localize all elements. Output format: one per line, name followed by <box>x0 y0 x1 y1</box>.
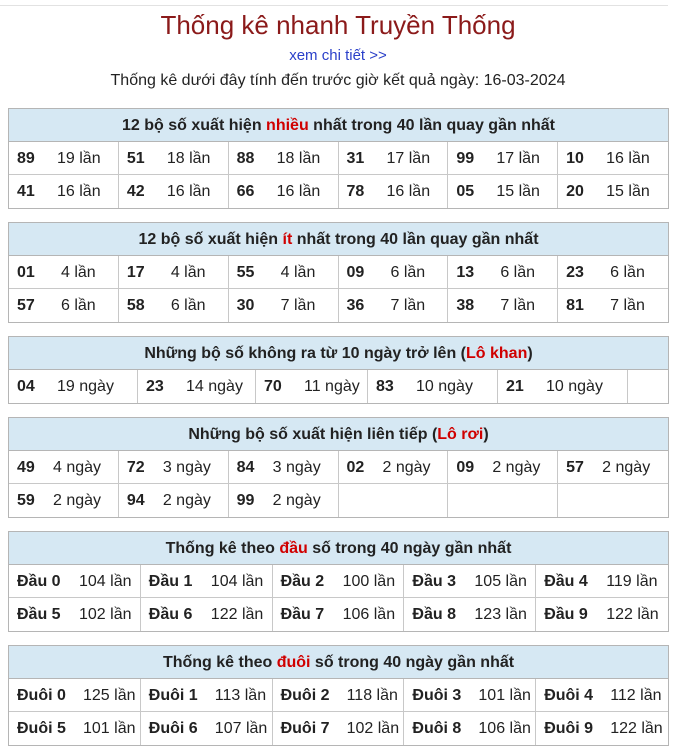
least-frequent-header: 12 bộ số xuất hiện ít nhất trong 40 lần quay gần nhất <box>9 223 668 256</box>
cell-label: 89 <box>17 149 35 167</box>
cell-count: 104 lần <box>210 572 264 590</box>
cell-label: 09 <box>456 458 475 476</box>
number-cell <box>448 142 558 175</box>
number-cell <box>229 175 339 208</box>
cell-label: 99 <box>456 149 475 167</box>
cell-count: 4 lần <box>280 263 316 281</box>
cell-label: Đuôi 8 <box>412 720 462 737</box>
cell-count: 7 lần <box>280 297 316 314</box>
number-cell <box>119 256 229 289</box>
cell-label: 17 <box>126 263 145 281</box>
duoi-cell <box>536 679 668 712</box>
cell-count: 6 lần <box>500 263 536 281</box>
roi-cell <box>229 451 339 484</box>
roi-cell <box>558 451 668 484</box>
cell-label: 99 <box>236 492 255 509</box>
cell-count: 119 lần <box>606 572 658 590</box>
cell-label: 04 <box>17 378 35 395</box>
cell-label: 13 <box>456 263 475 281</box>
cell-label: Đuôi 1 <box>148 686 198 704</box>
number-cell <box>448 175 558 208</box>
cell-count: 18 lần <box>166 149 211 167</box>
cell-count: 6 lần <box>61 297 96 314</box>
cell-count: 122 lần <box>210 606 264 623</box>
number-cell <box>9 142 119 175</box>
number-cell <box>9 175 119 208</box>
date-note: Thống kê dưới đây tính đến trước giờ kết quả ngày: 16-03-2024 <box>110 72 566 89</box>
duoi-panel <box>8 645 669 746</box>
roi-cell <box>9 451 119 484</box>
dau-cell <box>536 565 668 598</box>
duoi-cell <box>141 679 273 712</box>
most-frequent-grid <box>9 142 668 208</box>
number-cell <box>558 142 668 175</box>
cell-count: 112 lần <box>610 686 662 704</box>
roi-cell <box>339 451 449 484</box>
cell-label: Đuôi 2 <box>280 686 330 704</box>
cell-label: 21 <box>506 378 524 395</box>
cell-label: 23 <box>566 263 584 281</box>
number-cell <box>339 256 449 289</box>
duoi-cell <box>9 679 141 712</box>
cell-label: 57 <box>566 458 584 476</box>
cell-count: 2 ngày <box>162 492 211 509</box>
cell-count: 16 lần <box>276 183 321 200</box>
roi-cell <box>9 484 119 517</box>
cell-label: 70 <box>264 378 282 395</box>
cell-label: Đầu 1 <box>148 572 193 590</box>
cell-label: 05 <box>456 183 475 200</box>
cell-label: 66 <box>236 183 255 200</box>
cell-label: 02 <box>346 458 365 476</box>
number-cell <box>119 142 229 175</box>
most-frequent-panel <box>8 108 669 209</box>
cell-label: 01 <box>17 263 35 281</box>
cell-count: 105 lần <box>474 572 527 590</box>
cell-label: 23 <box>146 378 164 395</box>
cell-count: 113 lần <box>214 686 267 704</box>
khan-cell <box>256 370 368 403</box>
cell-count: 118 lần <box>346 686 398 704</box>
cell-label: 59 <box>17 492 35 509</box>
cell-count: 122 lần <box>610 720 663 737</box>
cell-count: 4 lần <box>170 263 206 281</box>
page-title: Thống kê nhanh Truyền Thống <box>160 10 516 40</box>
duoi-cell <box>404 679 536 712</box>
cell-count: 16 lần <box>57 183 101 200</box>
cell-label: Đuôi 4 <box>544 686 594 704</box>
cell-label: Đuôi 6 <box>148 720 198 737</box>
roi-cell <box>448 451 558 484</box>
cell-count: 125 lần <box>83 686 136 704</box>
cell-label: 72 <box>126 458 145 476</box>
cell-label: 88 <box>236 149 255 167</box>
cell-label: 83 <box>376 378 394 395</box>
lo-roi-header: Những bộ số xuất hiện liên tiếp (Lô rơi) <box>9 418 668 451</box>
number-cell <box>229 142 339 175</box>
duoi-header: Thống kê theo đuôi số trong 40 ngày gần nhất <box>9 646 668 679</box>
cell-label: 42 <box>126 183 145 200</box>
cell-label: 58 <box>126 297 145 314</box>
dau-cell <box>404 598 536 631</box>
cell-count: 15 lần <box>606 183 650 200</box>
roi-cell <box>119 484 229 517</box>
dau-cell <box>536 598 668 631</box>
cell-count: 18 lần <box>276 149 321 167</box>
roi-cell <box>448 484 558 517</box>
cell-label: 55 <box>236 263 255 281</box>
cell-count: 16 lần <box>166 183 211 200</box>
cell-count: 2 ngày <box>272 492 321 509</box>
cell-count: 7 lần <box>500 297 536 314</box>
roi-cell <box>558 484 668 517</box>
number-cell <box>119 289 229 322</box>
cell-label: Đuôi 3 <box>412 686 462 704</box>
number-cell <box>119 175 229 208</box>
dau-header: Thống kê theo đầu số trong 40 ngày gần nhất <box>9 532 668 565</box>
cell-label: 41 <box>17 183 35 200</box>
cell-count: 16 lần <box>386 183 431 200</box>
lo-khan-grid <box>9 370 668 403</box>
view-details-link[interactable]: xem chi tiết >> <box>289 47 387 64</box>
cell-label: Đuôi 7 <box>280 720 330 737</box>
number-cell <box>339 289 449 322</box>
cell-label: Đuôi 5 <box>17 720 66 737</box>
cell-label: Đuôi 0 <box>17 686 66 704</box>
number-cell <box>339 175 449 208</box>
roi-cell <box>339 484 449 517</box>
cell-label: Đầu 3 <box>412 572 456 590</box>
cell-count: 104 lần <box>79 572 132 590</box>
cell-label: Đầu 9 <box>544 606 588 623</box>
lo-khan-panel <box>8 336 669 404</box>
cell-label: Đầu 2 <box>280 572 325 590</box>
cell-count: 122 lần <box>606 606 659 623</box>
cell-label: 10 <box>566 149 584 167</box>
khan-cell <box>138 370 256 403</box>
dau-cell <box>141 565 273 598</box>
cell-label: 49 <box>17 458 35 476</box>
cell-count: 10 ngày <box>416 378 473 395</box>
cell-count: 7 lần <box>610 297 645 314</box>
cell-label: Đầu 7 <box>280 606 325 623</box>
cell-label: 30 <box>236 297 255 314</box>
lo-roi-panel <box>8 417 669 518</box>
cell-count: 102 lần <box>79 606 132 623</box>
dau-grid <box>9 565 668 631</box>
cell-count: 102 lần <box>346 720 400 737</box>
cell-count: 3 ngày <box>272 458 321 476</box>
cell-count: 123 lần <box>474 606 527 623</box>
least-frequent-grid <box>9 256 668 322</box>
number-cell <box>339 142 449 175</box>
khan-cell <box>498 370 628 403</box>
cell-label: Đầu 6 <box>148 606 193 623</box>
cell-label: 84 <box>236 458 255 476</box>
cell-count: 19 lần <box>57 149 101 167</box>
least-frequent-panel <box>8 222 669 323</box>
lo-roi-grid <box>9 451 668 517</box>
cell-count: 6 lần <box>610 263 645 281</box>
cell-count: 107 lần <box>214 720 268 737</box>
cell-count: 11 ngày <box>304 378 360 395</box>
cell-label: Đầu 0 <box>17 572 61 590</box>
cell-label: 78 <box>346 183 365 200</box>
cell-label: 09 <box>346 263 365 281</box>
number-cell <box>448 256 558 289</box>
duoi-cell <box>141 712 273 745</box>
number-cell <box>558 289 668 322</box>
cell-count: 2 ngày <box>602 458 651 476</box>
lo-khan-header: Những bộ số không ra từ 10 ngày trở lên (Lô khan) <box>9 337 668 370</box>
cell-count: 6 lần <box>170 297 206 314</box>
number-cell <box>229 289 339 322</box>
cell-label: 36 <box>346 297 365 314</box>
dau-cell <box>141 598 273 631</box>
cell-label: Đuôi 9 <box>544 720 594 737</box>
cell-label: 81 <box>566 297 584 314</box>
cell-count: 17 lần <box>386 149 431 167</box>
cell-count: 2 ngày <box>53 492 102 509</box>
number-cell <box>558 175 668 208</box>
cell-label: 51 <box>126 149 145 167</box>
number-cell <box>9 289 119 322</box>
number-cell <box>558 256 668 289</box>
cell-count: 6 lần <box>390 263 426 281</box>
cell-count: 106 lần <box>342 606 396 623</box>
dau-cell <box>9 565 141 598</box>
cell-label: 20 <box>566 183 584 200</box>
cell-count: 14 ngày <box>186 378 243 395</box>
cell-label: Đầu 8 <box>412 606 456 623</box>
dau-cell <box>404 565 536 598</box>
cell-count: 15 lần <box>496 183 540 200</box>
duoi-cell <box>273 679 405 712</box>
cell-count: 19 ngày <box>57 378 114 395</box>
khan-cell <box>628 370 668 403</box>
duoi-cell <box>273 712 405 745</box>
cell-count: 10 ngày <box>546 378 603 395</box>
cell-label: Đầu 4 <box>544 572 588 590</box>
cell-count: 17 lần <box>496 149 540 167</box>
cell-count: 101 lần <box>478 686 531 704</box>
most-frequent-header: 12 bộ số xuất hiện nhiều nhất trong 40 lần quay gần nhất <box>9 109 668 142</box>
roi-cell <box>119 451 229 484</box>
cell-count: 4 ngày <box>53 458 102 476</box>
dau-cell <box>9 598 141 631</box>
number-cell <box>448 289 558 322</box>
dau-cell <box>273 598 405 631</box>
number-cell <box>229 256 339 289</box>
khan-cell <box>9 370 138 403</box>
cell-count: 106 lần <box>478 720 531 737</box>
cell-label: Đầu 5 <box>17 606 61 623</box>
cell-count: 2 ngày <box>382 458 431 476</box>
duoi-cell <box>536 712 668 745</box>
cell-count: 100 lần <box>342 572 396 590</box>
cell-label: 94 <box>126 492 145 509</box>
top-divider <box>0 5 668 6</box>
cell-count: 101 lần <box>83 720 136 737</box>
cell-label: 57 <box>17 297 35 314</box>
cell-count: 3 ngày <box>162 458 211 476</box>
cell-count: 7 lần <box>390 297 426 314</box>
dau-cell <box>273 565 405 598</box>
duoi-grid <box>9 679 668 745</box>
cell-label: 38 <box>456 297 475 314</box>
roi-cell <box>229 484 339 517</box>
khan-cell <box>368 370 498 403</box>
cell-label: 31 <box>346 149 365 167</box>
number-cell <box>9 256 119 289</box>
duoi-cell <box>404 712 536 745</box>
cell-count: 2 ngày <box>492 458 541 476</box>
dau-panel <box>8 531 669 632</box>
cell-count: 16 lần <box>606 149 650 167</box>
cell-count: 4 lần <box>61 263 96 281</box>
duoi-cell <box>9 712 141 745</box>
